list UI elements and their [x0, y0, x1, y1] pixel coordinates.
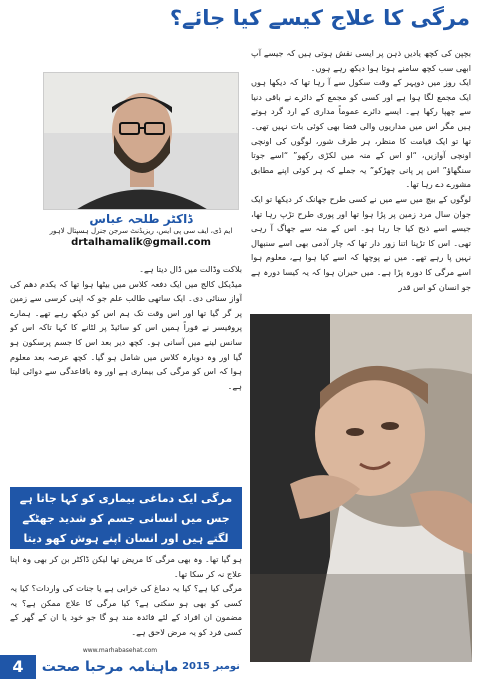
patient-image — [250, 314, 472, 662]
paragraph: بلاکت وڈالت میں ڈال دیتا ہے۔ — [139, 264, 242, 274]
author-email[interactable]: drtalhamalik@gmail.com — [71, 237, 211, 248]
paragraph: ہو گیا تھا۔ وہ بھی مرگی کا مریض تھا لیکن ڈاکٹر بن کر بھی وہ اپنا علاج نہ کر سکا تھا۔ — [10, 554, 242, 579]
seizure-photo — [250, 314, 472, 662]
right-column-text — [251, 46, 471, 326]
article-title: مرگی کا علاج کیسے کیا جائے؟ — [169, 6, 470, 30]
author-info — [43, 212, 239, 256]
left-column-text — [10, 262, 242, 482]
paragraph: مرگی کیا ہے؟ کیا یہ دماغ کی خرابی ہے یا جنات کی واردات؟ کیا یہ کسی کو بھی ہو سکتی ہے؟ کیا مرگی کا علاج ممکن ہے؟ یہ مضمون ان افراد کے لئے فائدہ مند ہو گا جو خود یا ان کے گھر کے کسی فرد کو یہ مرض لاحق ہے۔ — [10, 583, 242, 637]
author-portrait-image — [44, 73, 239, 210]
magazine-url[interactable]: www.marhabasehat.com — [82, 647, 158, 654]
author-photo — [43, 72, 239, 210]
page-number: 4 — [0, 655, 36, 679]
paragraph: ایک روز میں دوپہر کے وقت سکول سے آ رہا تھا کہ دیکھا ہوں ایک مجمع لگا ہوا ہے اور کسی کو مجمع کے دائرے نے باقی دنیا سے چھپا رکھا ہے۔ ایسے دائرے عموماً مداری کے ارد گرد ہوتے ہیں مگر اس میں مداریوں والی فضا بھی کوئی بات نہیں تھی۔ تھا تو ایک قیامت کا منظر، ہر طرف شور، لوگوں کی اونچی اونچی آوازیں، “او اس کے منہ میں لکڑی رکھو” “اسے جوتا سنگھاؤ” اس پر پانی چھڑکو” یہ جملے کہ ہر کوئی اپنے مطابق مشورے دے رہا تھا۔ — [251, 77, 471, 190]
paragraph: لوگوں کے بیچ میں سے میں نے کسی طرح جھانک کر دیکھا تو ایک جوان سال مرد زمین پر پڑا ہوا تھا اور پوری طرح تڑپ رہا تھا، جیسے اسے ذبح کیا جا رہا ہو۔ اس کے منہ سے جھاگ آ رہی تھی۔ اس کا تڑپنا اتنا زور دار تھا کہ چار آدمی بھی اسے سنبھال نہیں پا رہے تھے۔ میں نے پوچھا کہ اسے کیا ہوا ہے، معلوم ہوا اسے مرگی کا دورہ پڑا ہے۔ میں حیران ہوا کہ یہ کیسا دورہ ہے جو انسان کو اس قدر — [251, 193, 471, 292]
magazine-name: ماہنامہ مرحبا صحت — [41, 659, 179, 675]
left-column-bottom-text — [10, 552, 242, 652]
author-degrees: ایم ڈی، ایف سی پی ایس، ریزیڈنٹ سرجن جنرل ہسپتال لاہور — [49, 227, 233, 235]
paragraph: میڈیکل کالج میں ایک دفعہ کلاس میں بیٹھا ہوا تھا کہ یکدم دھم کی آواز سنائی دی۔ ایک ساتھی طالب علم جو کہ اپنی کرسی سے زمین پر گر گیا تھا اور اس وقت تک ہم اس کو دیکھ رہے تھے۔ ہمارے پروفیسر نے فوراً ہمیں اس کو سائیڈ پر لٹانے کا کہا تاکہ اس کو سانس لینے میں آسانی ہو۔ کچھ دیر بعد اس کا جسم پرسکون ہو گیا اور وہ دوبارہ کلاس میں شامل ہو گیا۔ کچھ عرصہ بعد معلوم ہوا کہ اس کو مرگی کی بیماری ہے اور وہ باقاعدگی سے دوائی لیتا ہے۔ — [10, 278, 242, 391]
issue-date: نومبر 2015 — [182, 661, 240, 672]
author-name: ڈاکٹر طلحہ عباس — [89, 212, 193, 226]
pull-quote: مرگی ایک دماغی بیماری کو کہا جاتا ہے جس میں انسانی جسم کو شدید جھٹکے لگتے ہیں اور انسان اپنے ہوش کھو دیتا — [10, 487, 242, 549]
paragraph: بچپن کی کچھ یادیں ذہن پر ایسی نقش ہوتی ہیں کہ جیسے آپ ابھی سب کچھ سامنے ہوتا ہوا دیکھ رہے ہوں۔ — [251, 48, 471, 73]
page-footer — [0, 647, 245, 679]
